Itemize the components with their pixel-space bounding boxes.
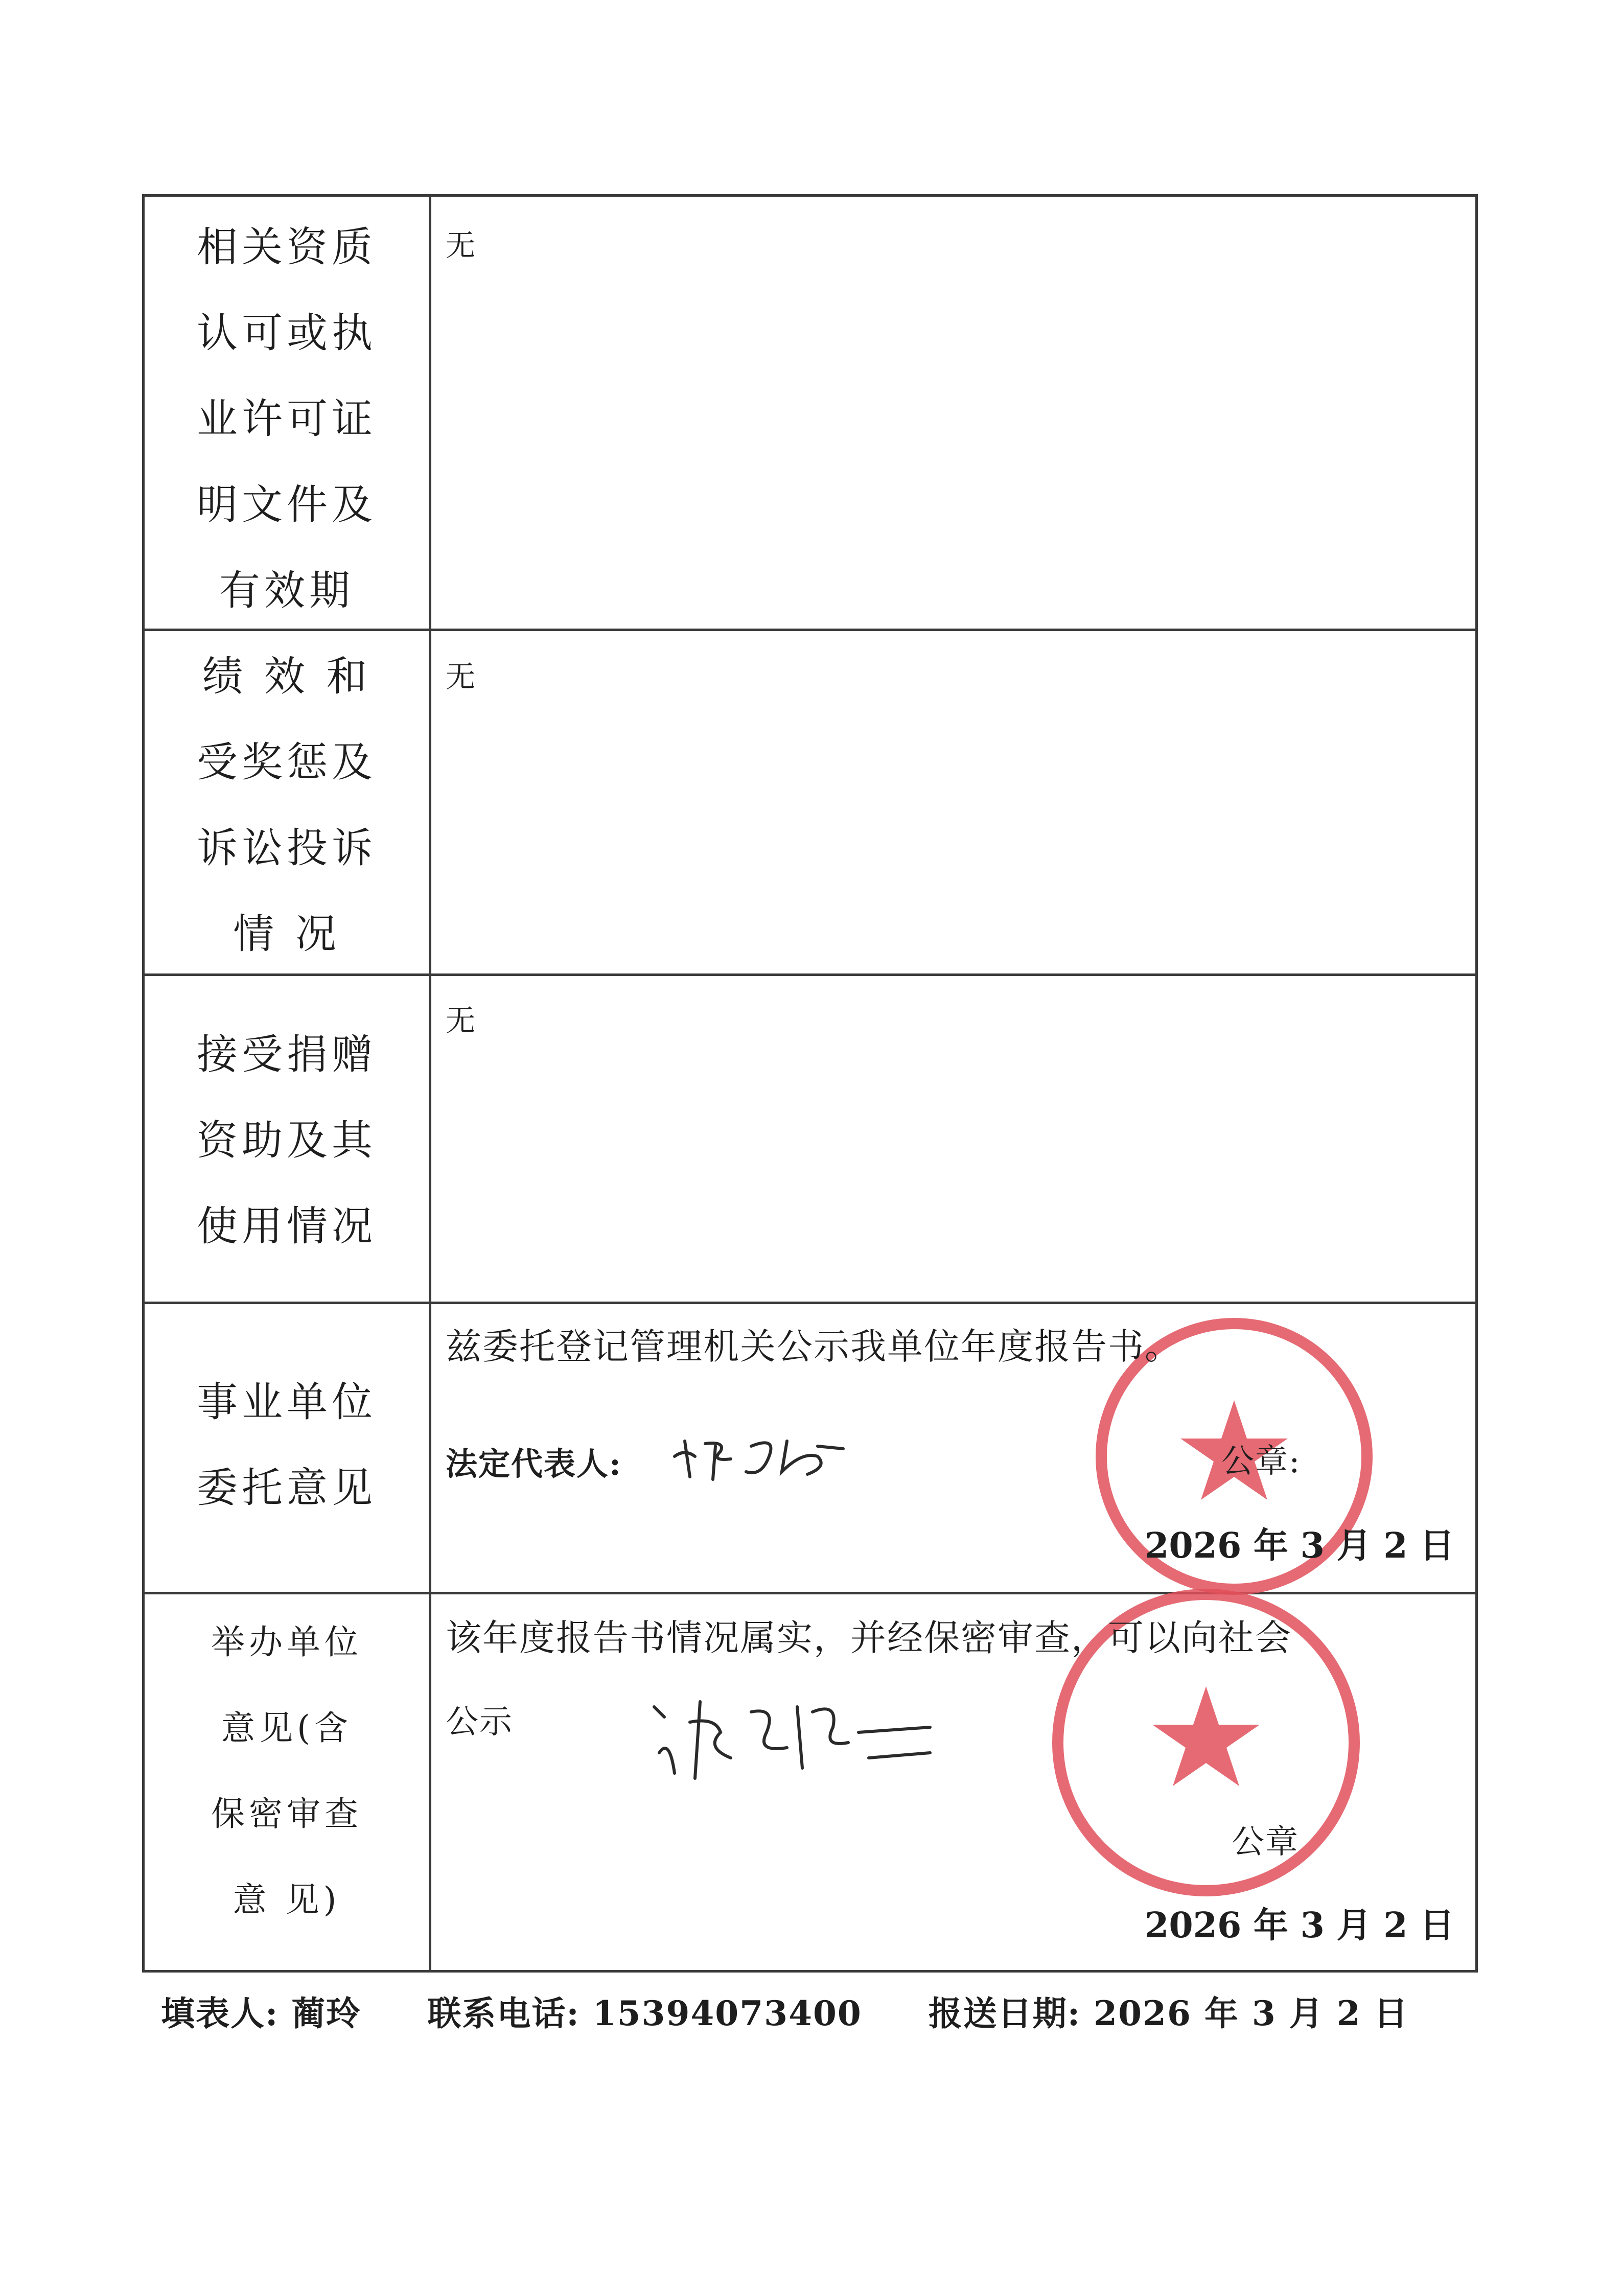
label-line: 相关资质 [197,223,377,271]
label-line: 委托意见 [197,1464,377,1512]
filler-name: 蔺玲 [291,1993,361,2033]
label-line: 意 见) [233,1880,341,1919]
label-line: 受奖惩及 [197,738,377,786]
table-border-top [142,194,1478,197]
entrust-seal-label: 公章: [1221,1443,1301,1480]
row-divider [142,1302,1478,1304]
label-line: 保密审查 [211,1794,362,1834]
entrust-date: 2026 年 3 月 2 日 [1145,1525,1455,1566]
label-line: 使用情况 [197,1202,377,1250]
legal-rep-label: 法定代表人: [446,1445,622,1482]
legal-rep-signature [664,1421,859,1487]
row-label-qualifications [145,204,429,634]
sponsor-seal-label: 公章 [1232,1823,1299,1861]
label-line: 接受捐赠 [197,1031,377,1078]
label-line: 资助及其 [197,1117,377,1164]
row-label-sponsor [145,1599,429,1943]
label-line: 有效期 [219,567,354,614]
sponsor-statement: 该年度报告书情况属实，并经保密审查，可以向社会 [446,1617,1292,1659]
label-line: 举办单位 [211,1622,362,1662]
submit-date-label: 报送日期: [928,1993,1081,2033]
filler-label: 填表人: [161,1993,279,2033]
sponsor-date: 2026 年 3 月 2 日 [1145,1905,1455,1946]
table-border-bottom [142,1970,1478,1973]
label-line: 业许可证 [197,395,377,443]
label-line: 情 况 [233,910,340,958]
row-value-donations: 无 [446,1003,476,1038]
phone-number: 15394073400 [592,1993,862,2033]
submit-date: 2026 年 3 月 2 日 [1094,1993,1409,2033]
label-line: 认可或执 [197,309,377,357]
row-value-qualifications: 无 [446,228,476,263]
entrust-statement: 兹委托登记管理机关公示我单位年度报告书。 [446,1326,1181,1367]
table-divider-column [429,194,431,1973]
row-value-performance: 无 [446,659,476,694]
phone-label: 联系电话: [427,1993,580,2033]
sponsor-signature [644,1676,950,1794]
label-line: 明文件及 [197,481,377,528]
label-line: 意见(含 [221,1708,352,1748]
table-border-right [1475,194,1478,1973]
sponsor-statement-line2: 公示 [446,1703,513,1741]
row-label-performance [145,634,429,977]
label-line: 绩 效 和 [202,653,372,700]
label-line: 诉讼投诉 [197,824,377,872]
label-line: 事业单位 [197,1378,377,1426]
footer-info [161,1993,1409,2034]
row-label-donations [145,1012,429,1269]
row-label-entrust [145,1359,429,1531]
